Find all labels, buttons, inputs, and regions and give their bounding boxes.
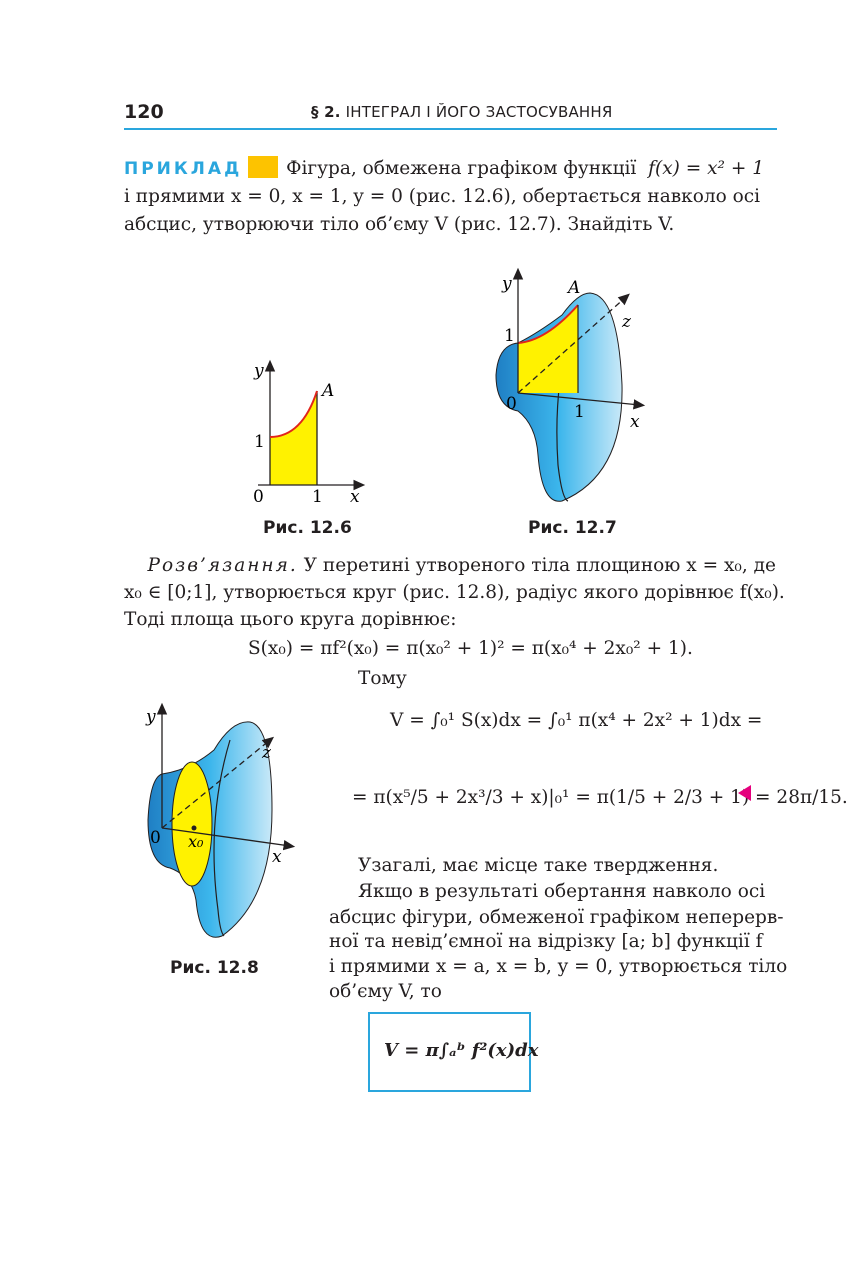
y-label: y (254, 361, 264, 381)
example-line-1 (124, 156, 777, 182)
point-a-label: A (568, 278, 581, 298)
statement-line-5: об’єму V, то (329, 981, 442, 1002)
statement-line-2: абсцис фігури, обмеженої графіком неперерв- (329, 907, 784, 928)
x0-point (192, 826, 197, 831)
boxed-volume-formula (368, 1012, 539, 1092)
region-fill (518, 305, 578, 393)
tick-x-1: 1 (574, 402, 585, 422)
area-formula: S(x₀) = πf²(x₀) = π(x₀² + 1)² = π(x₀⁴ + 2x₀² + 1). (248, 638, 693, 659)
tick-x-0: 0 (506, 394, 517, 414)
integral-formula: V = ∫₀¹ S(x)dx = ∫₀¹ π(x⁴ + 2x² + 1)dx = (390, 710, 763, 731)
tick-x-0: 0 (253, 487, 264, 507)
example-text-1: Фігура, обмежена графіком функції (286, 158, 637, 179)
figure-12-6 (240, 355, 370, 515)
solution-line-2: x₀ ∈ [0;1], утворюється круг (рис. 12.8), радіус якого дорівнює f(x₀). (124, 582, 785, 603)
example-line-3: абсцис, утворюючи тіло об’єму V (рис. 12.7). Знайдіть V. (124, 214, 675, 235)
page-number: 120 (124, 101, 164, 123)
result-formula: = π(x⁵/5 + 2x³/3 + x)|₀¹ = π(1/5 + 2/3 + 1) = 28π/15. (352, 787, 848, 808)
x0-label: x₀ (188, 832, 204, 851)
figure-12-8 (140, 700, 300, 945)
caption-12-7: Рис. 12.7 (528, 518, 617, 538)
tick-x-0: 0 (150, 828, 161, 848)
boxed-formula-text: V = π∫ₐᵇ f²(x)dx (384, 1040, 539, 1061)
z-label: z (262, 743, 271, 763)
statement-line-3: ної та невід’ємної на відрізку [a; b] функції f (329, 931, 763, 952)
section-number: § 2. (311, 103, 341, 121)
x-label: x (630, 412, 640, 432)
tick-y-1: 1 (254, 432, 265, 452)
x-label: x (272, 847, 282, 867)
running-header (311, 103, 613, 121)
example-line-2: і прямими x = 0, x = 1, y = 0 (рис. 12.6), обертається навколо осі (124, 186, 761, 207)
figure-12-7 (490, 265, 660, 510)
solution-line-3: Тоді площа цього круга дорівнює: (124, 609, 457, 630)
statement-line-4: і прямими x = a, x = b, y = 0, утворюється тіло (329, 956, 788, 977)
statement-line-1: Якщо в результаті обертання навколо осі (358, 881, 766, 902)
x-label: x (350, 487, 360, 507)
region-fill (270, 391, 317, 485)
example-function: f(x) = x² + 1 (648, 158, 764, 179)
y-label: y (502, 274, 512, 294)
point-a-label: A (322, 381, 335, 401)
solution-text-1: У перетині утвореного тіла площиною x = x₀, де (303, 555, 776, 576)
end-of-solution-marker (738, 785, 751, 801)
generally-line: Узагалі, має місце таке твердження. (358, 855, 719, 876)
solution-line-1 (124, 553, 777, 579)
tick-y-1: 1 (504, 326, 515, 346)
example-label: ПРИКЛАД (124, 159, 243, 179)
example-label-box (248, 156, 278, 178)
section-title: ІНТЕГРАЛ І ЙОГО ЗАСТОСУВАННЯ (345, 103, 613, 121)
tomu-word: Тому (358, 668, 407, 689)
y-label: y (146, 707, 156, 727)
tick-x-1: 1 (312, 487, 323, 507)
z-label: z (622, 312, 631, 332)
caption-12-8: Рис. 12.8 (170, 958, 259, 978)
solution-lead: Розв’язання. (147, 555, 298, 576)
cross-section-disk (172, 762, 212, 886)
header-rule (124, 128, 777, 130)
caption-12-6: Рис. 12.6 (263, 518, 352, 538)
